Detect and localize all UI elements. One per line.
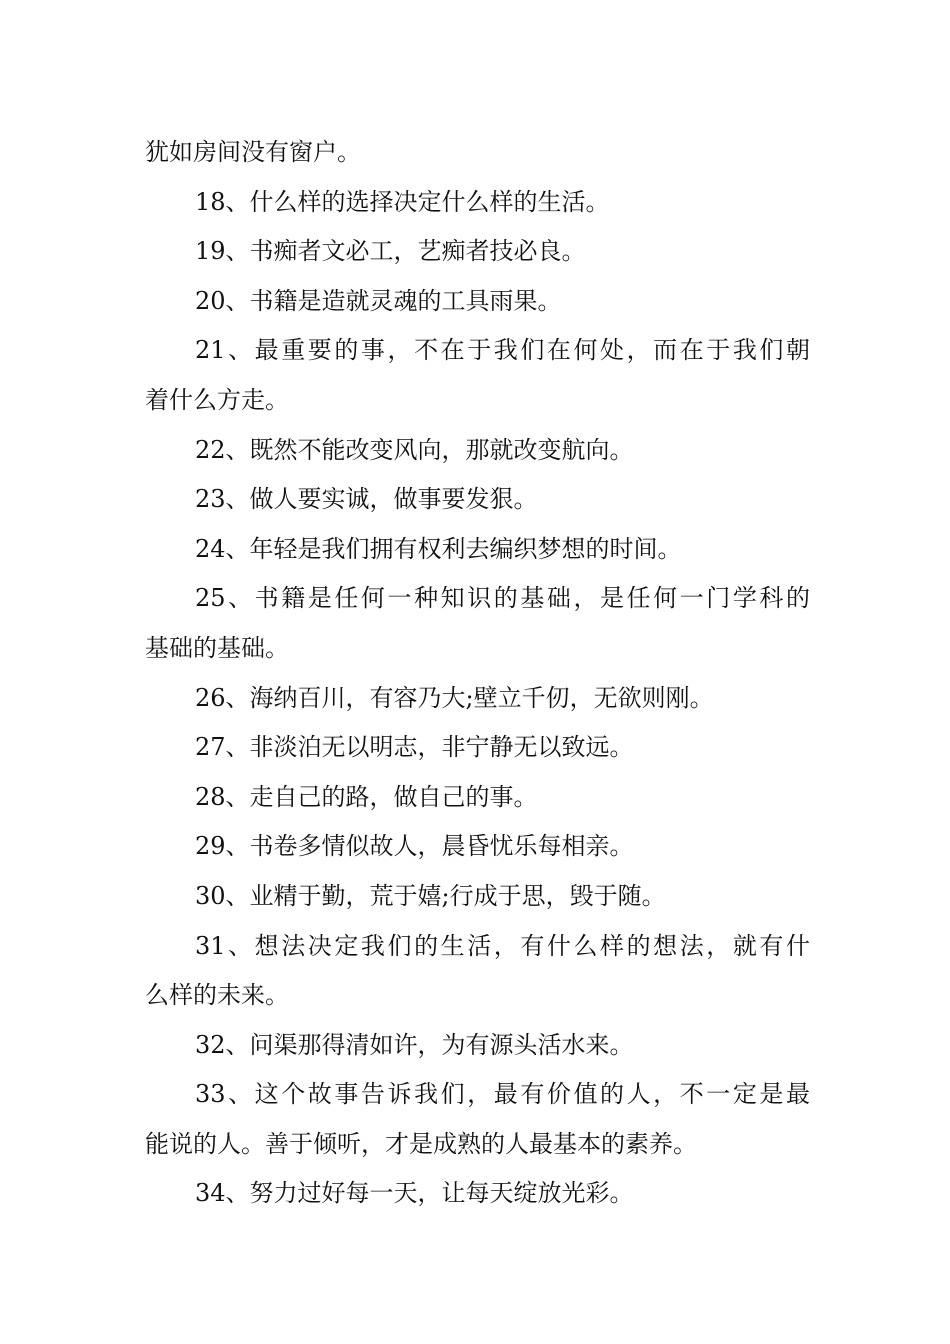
quote-19: 19、书痴者文必工，艺痴者技必良。 xyxy=(195,237,586,266)
quote-18: 18、什么样的选择决定什么样的生活。 xyxy=(195,187,610,216)
quote-32: 32、问渠那得清如许，为有源头活水来。 xyxy=(195,1030,634,1059)
quote-27: 27、非淡泊无以明志，非宁静无以致远。 xyxy=(195,733,634,762)
quote-31-continuation: 么样的未来。 xyxy=(145,981,289,1010)
quote-24: 24、年轻是我们拥有权利去编织梦想的时间。 xyxy=(195,534,682,563)
quote-21-continuation: 着什么方走。 xyxy=(145,385,289,414)
quote-30: 30、业精于勤，荒于嬉;行成于思，毁于随。 xyxy=(195,881,666,910)
document-body xyxy=(145,128,810,1219)
quote-33: 33、这个故事告诉我们，最有价值的人，不一定是最 xyxy=(195,1080,810,1109)
quote-29: 29、书卷多情似故人，晨昏忧乐每相亲。 xyxy=(195,832,634,861)
quote-28: 28、走自己的路，做自己的事。 xyxy=(195,782,538,811)
quote-26: 26、海纳百川，有容乃大;壁立千仞，无欲则刚。 xyxy=(195,683,714,712)
quote-20: 20、书籍是造就灵魂的工具雨果。 xyxy=(195,286,562,315)
quote-31: 31、想法决定我们的生活，有什么样的想法，就有什 xyxy=(195,931,810,960)
quote-34: 34、努力过好每一天，让每天绽放光彩。 xyxy=(195,1179,634,1208)
quote-23: 23、做人要实诚，做事要发狠。 xyxy=(195,485,538,514)
quote-21: 21、最重要的事，不在于我们在何处，而在于我们朝 xyxy=(195,336,810,365)
quote-25-continuation: 基础的基础。 xyxy=(145,633,289,662)
quote-25: 25、书籍是任何一种知识的基础，是任何一门学科的 xyxy=(195,584,810,613)
text-line: 犹如房间没有窗户。 xyxy=(145,138,361,166)
quote-22: 22、既然不能改变风向，那就改变航向。 xyxy=(195,435,634,464)
quote-33-continuation: 能说的人。善于倾听，才是成熟的人最基本的素养。 xyxy=(145,1129,697,1158)
